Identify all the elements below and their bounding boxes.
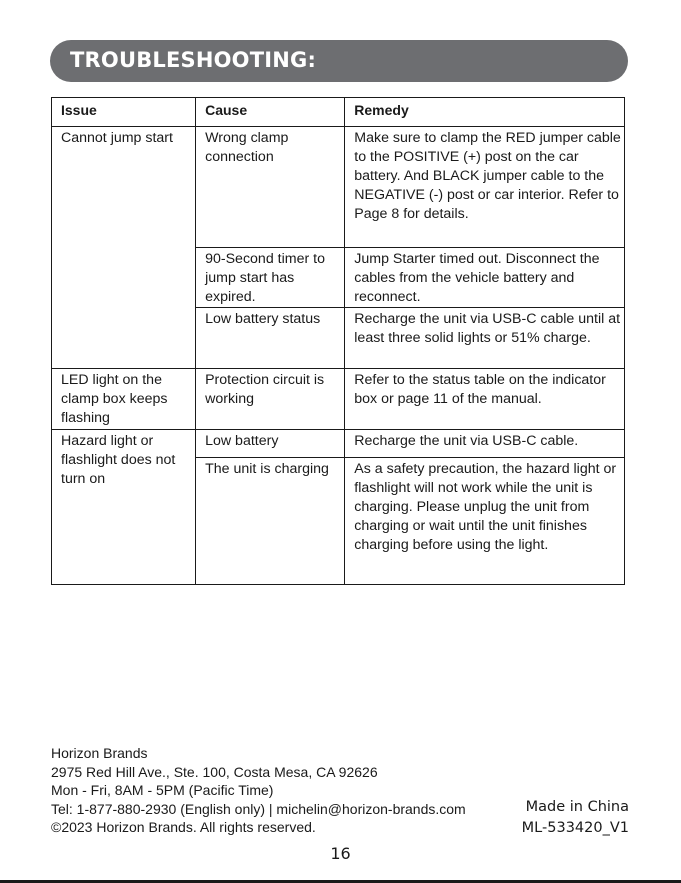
business-hours: Mon - Fri, 8AM - 5PM (Pacific Time)	[51, 782, 274, 798]
section-banner	[50, 40, 628, 82]
country-of-origin: Made in China	[525, 799, 629, 815]
remedy-cell: Jump Starter timed out. Disconnect the cables from the vehicle battery and reconnect.	[345, 248, 625, 308]
table-header-row	[52, 98, 625, 127]
issue-cell: LED light on the clamp box keeps flashing	[52, 369, 196, 430]
remedy-cell: As a safety precaution, the hazard light or flashlight will not work while the unit is charging. Please unplug the unit from charging or wait until the unit finishes charging before using the light.	[345, 458, 625, 585]
issue-cell: Cannot jump start	[52, 127, 196, 369]
cause-cell: Low battery status	[196, 308, 345, 369]
section-title: TROUBLESHOOTING:	[70, 48, 317, 72]
remedy-cell: Recharge the unit via USB-C cable until at least three solid lights or 51% charge.	[345, 308, 625, 369]
remedy-cell: Make sure to clamp the RED jumper cable to the POSITIVE (+) post on the car battery. And BLACK jumper cable to the NEGATIVE (-) post or car interior. Refer to Page 8 for details.	[345, 127, 625, 248]
cause-cell: 90-Second timer to jump start has expired.	[196, 248, 345, 308]
page-number: 16	[330, 844, 351, 863]
company-info	[51, 744, 466, 837]
cause-cell: Protection circuit is working	[196, 369, 345, 430]
table-row	[52, 430, 625, 458]
cause-cell: Wrong clamp connection	[196, 127, 345, 248]
troubleshooting-table	[51, 97, 625, 585]
contact-line: Tel: 1-877-880-2930 (English only) | michelin@horizon-brands.com	[51, 800, 466, 817]
copyright-line: ©2023 Horizon Brands. All rights reserved.	[51, 819, 316, 835]
cause-cell: The unit is charging	[196, 458, 345, 585]
issue-cell: Hazard light or flashlight does not turn on	[52, 430, 196, 585]
column-header-issue: Issue	[52, 98, 196, 127]
product-info	[522, 797, 629, 839]
column-header-remedy: Remedy	[345, 98, 625, 127]
column-header-cause: Cause	[196, 98, 345, 127]
model-code: ML-533420_V1	[521, 820, 629, 836]
company-address: 2975 Red Hill Ave., Ste. 100, Costa Mesa, CA 92626	[51, 763, 378, 780]
company-name: Horizon Brands	[51, 745, 148, 761]
remedy-cell: Recharge the unit via USB-C cable.	[345, 430, 625, 458]
remedy-cell: Refer to the status table on the indicator box or page 11 of the manual.	[345, 369, 625, 430]
table-row	[52, 369, 625, 430]
table-row	[52, 127, 625, 248]
cause-cell: Low battery	[196, 430, 345, 458]
